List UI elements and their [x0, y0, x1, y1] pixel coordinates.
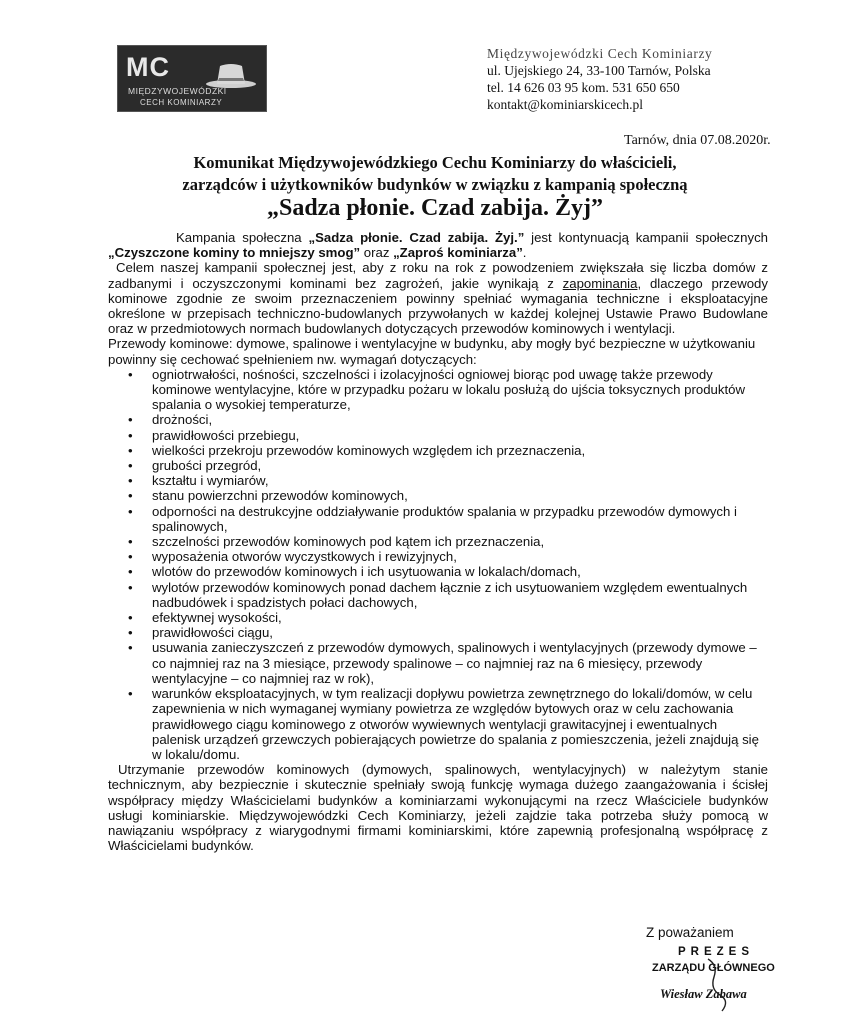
list-item: • warunków eksploatacyjnych, w tym realizacji dopływu powietrza zewnętrznego do lokali/domów, w celu zapewnienia w nich wymaganej wymiany powietrza ze względów bytowych oraz w celu zachowania prawidłowego ciągu kominowego z otworów wywiewnych wentylacji grawitacyjnej i ewentualnych palenisk urządzeń grzewczych pobierających powietrze do spalania z pomieszczenia, jeżeli znajdują się w lokalu/domu.: [152, 686, 768, 762]
logo-text-line1: MIĘDZYWOJEWÓDZKI: [128, 86, 227, 96]
intro-campaign-smog: „Czyszczone kominy to mniejszy smog”: [108, 245, 361, 261]
letter-body: [108, 230, 768, 853]
list-item: • szczelności przewodów kominowych pod kątem ich przeznaczenia,: [152, 534, 768, 549]
list-item: • wylotów przewodów kominowych ponad dachem łącznie z ich usytuowaniem względem ewentualnych nadbudówek i spadzistych połaci dachowych,: [152, 580, 768, 610]
letterhead-address: [487, 45, 712, 113]
cech-logo: [117, 45, 267, 112]
logo-text-line2: CECH KOMINIARZY: [140, 98, 223, 107]
org-name: Międzywojewódzki Cech Kominiarzy: [487, 46, 713, 61]
list-item: • odporności na destrukcyjne oddziaływanie produktów spalania w przypadku przewodów dymowych i spalinowych,: [152, 504, 768, 534]
intro-text-1: Kampania społeczna: [176, 230, 309, 245]
list-item: • efektywnej wysokości,: [152, 610, 768, 625]
logo-initials: MC: [126, 52, 170, 82]
list-item: • stanu powierzchni przewodów kominowych,: [152, 488, 768, 503]
list-item: • wyposażenia otworów wyczystkowych i rewizyjnych,: [152, 549, 768, 564]
handwritten-signature: [700, 955, 740, 1015]
stamp-name: Wiesław Zabawa: [660, 987, 747, 1001]
list-item: • wlotów do przewodów kominowych i ich usytuowania w lokalach/domach,: [152, 564, 768, 579]
letter-date: Tarnów, dnia 07.08.2020r.: [624, 133, 771, 148]
intro-text-3: oraz: [360, 245, 394, 261]
org-phone: tel. 14 626 03 95 kom. 531 650 650: [487, 80, 680, 95]
goal-paragraph: [108, 260, 768, 336]
intro-campaign-name: „Sadza płonie. Czad zabija. Żyj.”: [308, 230, 525, 245]
closing-paragraph: Utrzymanie przewodów kominowych (dymowych, spalinowych, wentylacyjnych) w należytym stanie technicznym, aby bezpiecznie i skutecznie spełniały swoją funkcję wymaga dużego zaangażowania i ścisłej współpracy między Właścicielami budynków a kominiarzami wykonującymi na rzecz Właściciele budynków usługi kominiarskie. Międzywojewódzki Cech Kominiarzy, jeżeli zajdzie taka potrzeba służy pomocą w nawiązaniu współpracy z wiarygodnymi firmami kominiarskimi, które zapewnią profesjonalną współpracę z Właścicielami budynków.: [108, 762, 768, 854]
title-line1: Komunikat Międzywojewódzkiego Cechu Kominiarzy do właścicieli,: [193, 153, 677, 172]
list-item: • prawidłowości ciągu,: [152, 625, 768, 640]
list-item: • drożności,: [152, 412, 768, 427]
intro-paragraph: [108, 230, 768, 260]
stamp-board: ZARZĄDU GŁÓWNEGO: [652, 962, 775, 974]
goal-text-2: , dlaczego przewody kominowe zgodnie ze swoim przeznaczeniem powinny spełniać wymagania techniczne i eksploatacyjne określone w przepisach techniczno-budowlanych przywołanych w każdej kolejnej Ustawie Prawo Budowlane oraz w przedmiotowych normach budowlanych dotyczących przewodów kominowych i wentylacji.: [108, 275, 768, 337]
stamp-title: PREZES: [678, 946, 755, 958]
list-item: • usuwania zanieczyszczeń z przewodów dymowych, spalinowych i wentylacyjnych (przewody dymowe – co najmniej raz na 3 miesiące, przewody spalinowe – co najmniej raz na 6 miesięcy, przewody wentylacyjne – co najmniej raz w rok),: [152, 640, 768, 686]
title-line2: zarządców i użytkowników budynków w związku z kampanią społeczną: [182, 175, 688, 194]
list-item: • ogniotrwałości, nośności, szczelności i izolacyjności ogniowej biorąc pod uwagę także przewody kominowe wentylacyjne, które w przypadku pożaru w lokalu posłużą do ujścia toksycznych produktów spalania o wysokiej temperaturze,: [152, 367, 768, 413]
intro-campaign-zapros: „Zaproś kominiarza”: [393, 245, 523, 261]
goal-underlined: zapominania: [562, 275, 638, 291]
list-item: • prawidłowości przebiegu,: [152, 428, 768, 443]
campaign-title: „Sadza płonie. Czad zabija. Żyj”: [266, 195, 604, 221]
requirements-intro: Przewody kominowe: dymowe, spalinowe i wentylacyjne w budynku, aby mogły być bezpieczne w użytkowaniu powinny się cechować spełnieniem nw. wymagań dotyczących:: [108, 336, 756, 367]
intro-text-2: jest kontynuacją kampanii społecznych: [524, 230, 769, 245]
requirements-list: [108, 367, 768, 762]
org-address: ul. Ujejskiego 24, 33-100 Tarnów, Polska: [487, 63, 711, 78]
intro-text-4: .: [522, 245, 527, 261]
list-item: • wielkości przekroju przewodów kominowych względem ich przeznaczenia,: [152, 443, 768, 458]
regards-text: Z poważaniem: [646, 925, 734, 940]
list-item: • grubości przegród,: [152, 458, 768, 473]
org-email: kontakt@kominiarskicech.pl: [487, 97, 644, 112]
list-item: • kształtu i wymiarów,: [152, 473, 768, 488]
goal-text-1: Celem naszej kampanii społecznej jest, aby z roku na rok z powodzeniem zwiększała się liczba domów z zadbanymi i oczyszczonymi kominami bez zagrożeń, jakie wynikają z: [108, 260, 768, 291]
